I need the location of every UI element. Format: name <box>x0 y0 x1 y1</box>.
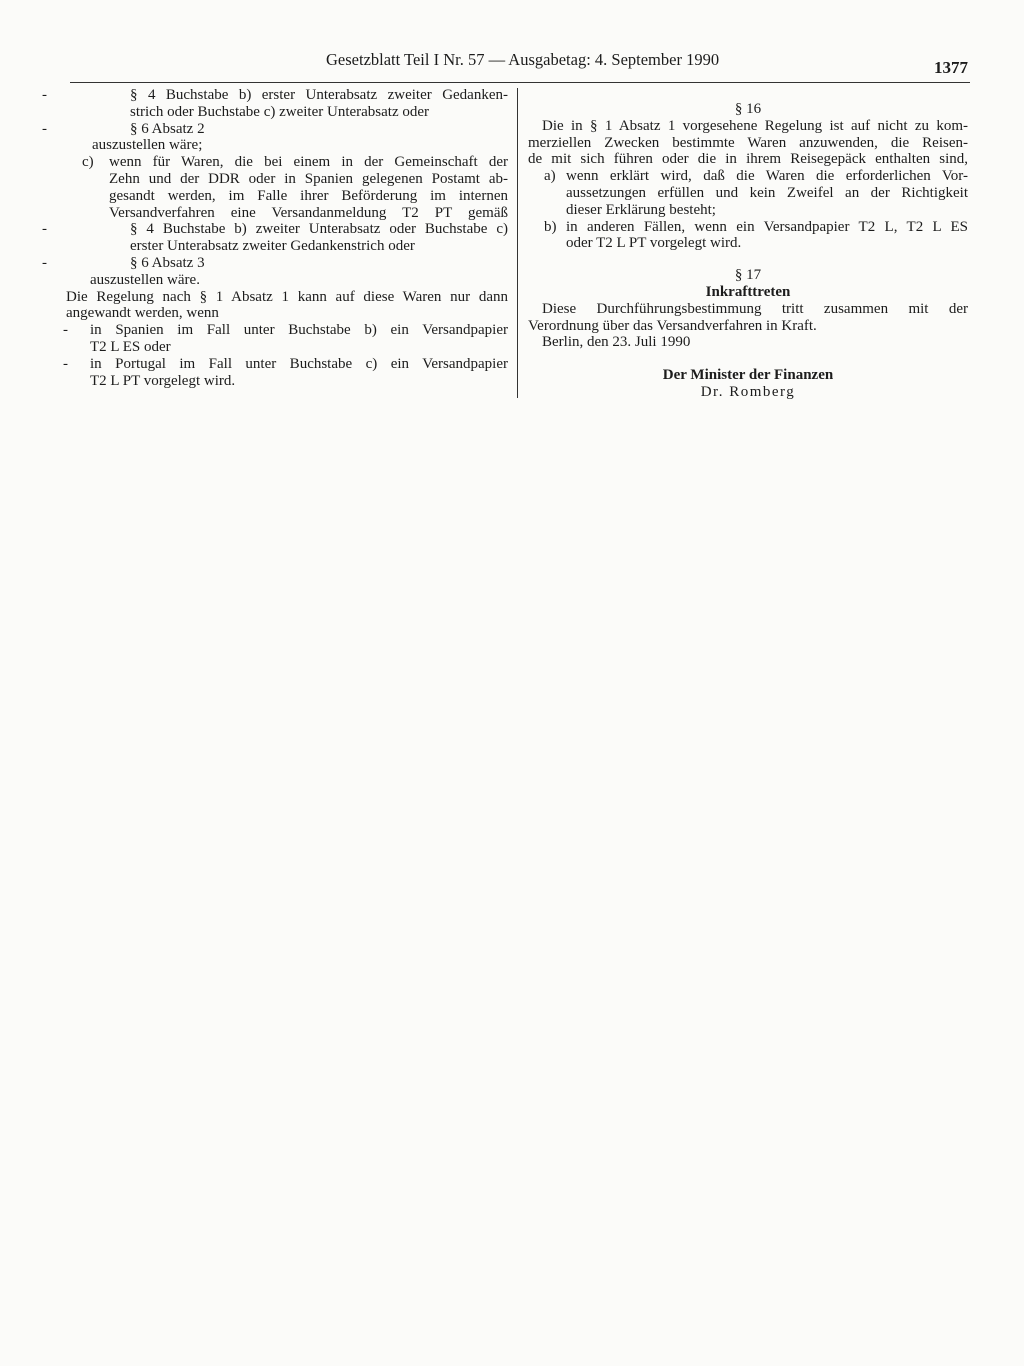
place-date: Berlin, den 23. Juli 1990 <box>542 334 691 351</box>
dash-item-paragraph4-b <box>42 87 508 121</box>
list-item-a <box>528 168 968 218</box>
dash-marker: - <box>42 254 47 271</box>
dash-marker: - <box>63 355 68 372</box>
text-line: dieser Erklärung besteht; <box>566 201 716 218</box>
text-line: § 6 Absatz 3 <box>130 254 205 271</box>
list-label: b) <box>544 218 557 235</box>
text-line: wenn erklärt wird, daß die Waren die erforderlichen Vor- <box>566 168 968 185</box>
text-line: in Spanien im Fall unter Buchstabe b) ein Versandpapier <box>90 322 508 339</box>
dash-item-spanien <box>63 322 508 356</box>
left-column <box>42 87 508 389</box>
dash-marker: - <box>42 221 47 238</box>
text-line: T2 L ES oder <box>90 338 171 355</box>
text-line: erster Unterabsatz zweiter Gedankenstrich oder <box>130 238 415 255</box>
dash-marker: - <box>63 322 68 339</box>
text-line: § 4 Buchstabe b) zweiter Unterabsatz oder Buchstabe c) <box>130 221 508 238</box>
page-number: 1377 <box>934 58 968 77</box>
right-column <box>528 87 968 401</box>
section-17-heading: § 17 <box>734 267 762 284</box>
dash-item-portugal <box>63 355 508 390</box>
list-item-b <box>528 219 968 253</box>
text-line: auszustellen wäre; <box>92 137 203 154</box>
dash-item-paragraph6-3 <box>42 254 508 272</box>
column-divider <box>517 88 518 398</box>
text-line: oder T2 L PT vorgelegt wird. <box>566 235 742 252</box>
dash-item-paragraph6-2 <box>42 120 508 138</box>
text-line: in anderen Fällen, wenn ein Versandpapier T2 L, T2 L ES <box>566 218 968 235</box>
list-label: a) <box>544 168 556 185</box>
list-item-c <box>66 154 508 221</box>
text-line: § 6 Absatz 2 <box>130 120 205 137</box>
dash-item-paragraph4-b-2 <box>42 221 508 255</box>
signatory-title: Der Minister der Finanzen <box>662 367 834 384</box>
header-divider <box>70 82 970 83</box>
section-17-title: Inkrafttreten <box>705 283 791 300</box>
text-line: angewandt werden, wenn <box>66 305 219 322</box>
list-label: c) <box>82 154 94 171</box>
text-line: § 4 Buchstabe b) erster Unterabsatz zweiter Gedanken- <box>130 87 508 103</box>
section-16-heading: § 16 <box>734 101 762 117</box>
text-line: Die in § 1 Absatz 1 vorgesehene Regelung ist auf nicht zu kom- <box>542 117 968 134</box>
dash-marker: - <box>42 87 47 103</box>
text-line: Diese Durchführungsbestimmung tritt zusammen mit der <box>542 300 968 317</box>
text-line: strich oder Buchstabe c) zweiter Unterabsatz oder <box>130 103 430 120</box>
text-line: Verordnung über das Versandverfahren in Kraft. <box>528 317 817 334</box>
text-line: in Portugal im Fall unter Buchstabe c) ein Versandpapier <box>90 355 508 372</box>
text-line: de mit sich führen oder die in ihrem Reisegepäck enthalten sind, <box>528 151 968 168</box>
text-line: wenn für Waren, die bei einem in der Gemeinschaft der <box>109 154 508 171</box>
text-line: aussetzungen erfüllen und kein Zweifel an der Richtigkeit <box>566 184 968 201</box>
text-line: Zehn und der DDR oder in Spanien gelegenen Postamt ab- <box>109 170 508 187</box>
page-header-title: Gesetzblatt Teil I Nr. 57 — Ausgabetag: 4. September 1990 <box>326 50 720 69</box>
text-line: merziellen Zwecken bestimmte Waren anzuwenden, die Reisen- <box>528 134 968 151</box>
signatory-name: Dr. Romberg <box>700 383 796 400</box>
text-line: Die Regelung nach § 1 Absatz 1 kann auf diese Waren nur dann <box>66 288 508 305</box>
text-line: T2 L PT vorgelegt wird. <box>90 372 236 389</box>
text-line: Versandverfahren eine Versandanmeldung T2 PT gemäß <box>109 204 508 221</box>
dash-marker: - <box>42 120 47 137</box>
text-line: auszustellen wäre. <box>90 271 200 288</box>
text-line: gesandt werden, im Falle ihrer Beförderung im internen <box>109 187 508 204</box>
